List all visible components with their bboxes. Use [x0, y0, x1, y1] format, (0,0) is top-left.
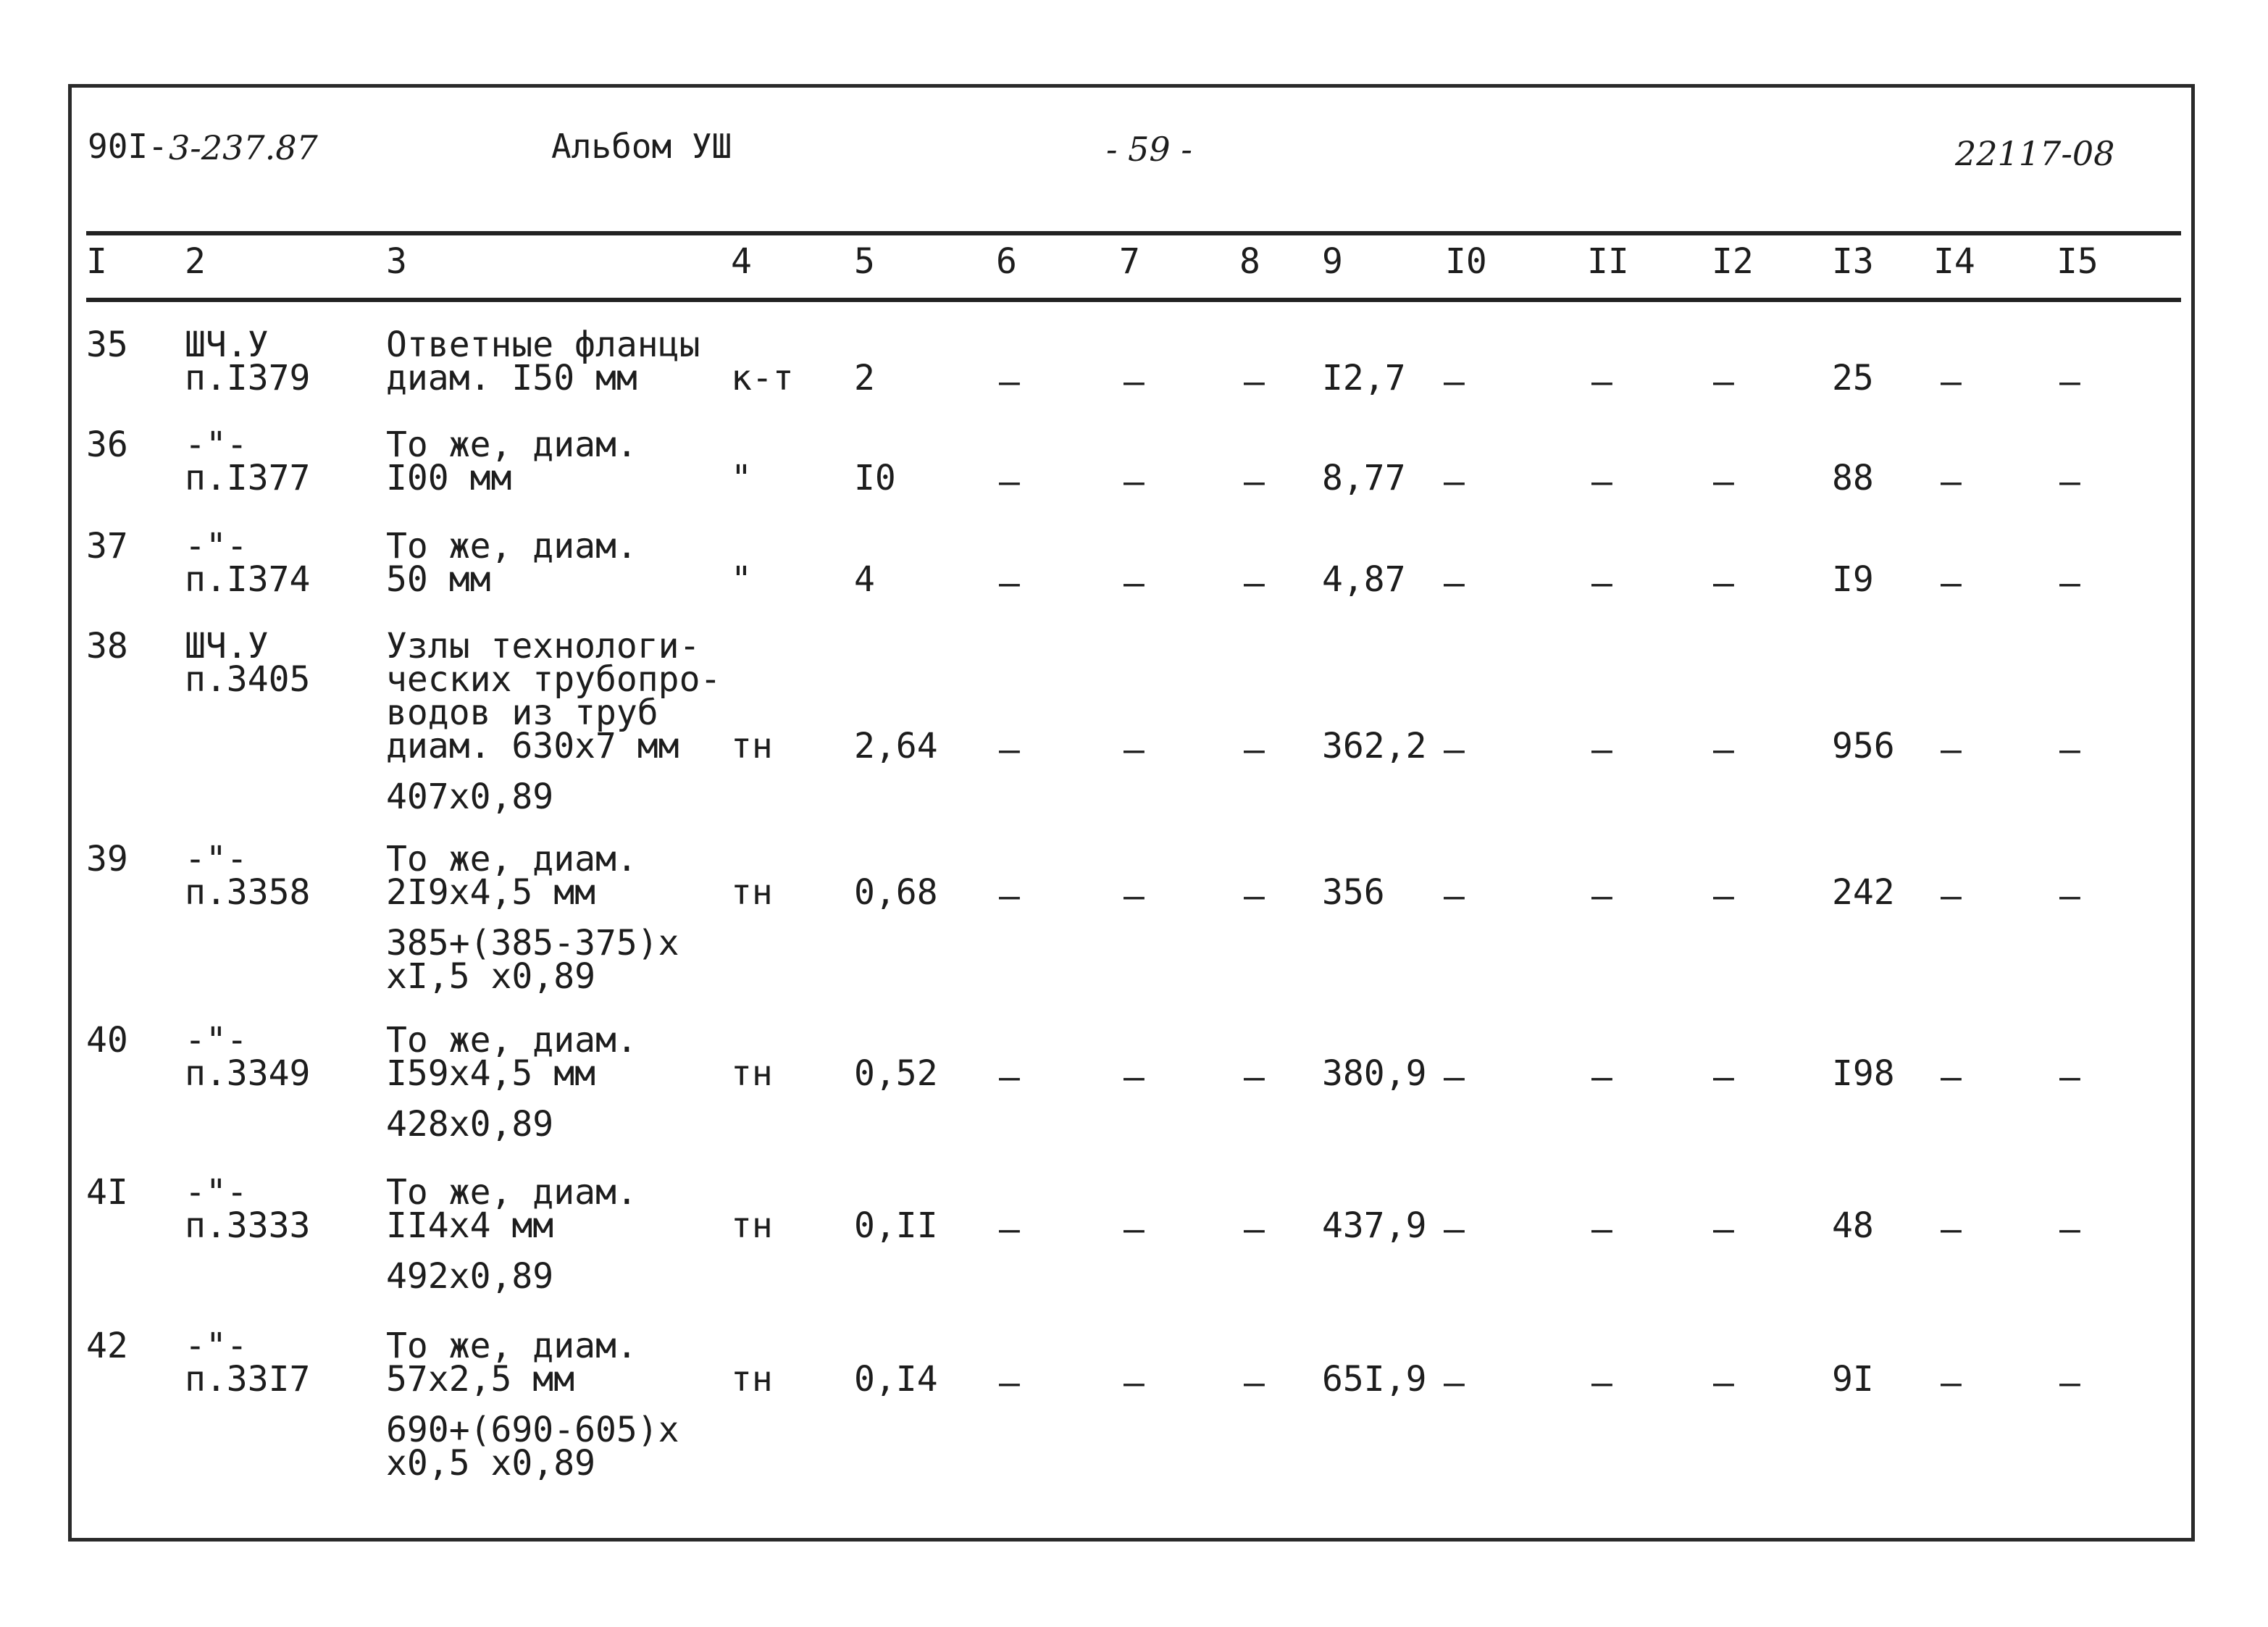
dash-c14: –	[1941, 1363, 1962, 1403]
column-number: 4	[731, 241, 752, 282]
value-col-13: I98	[1832, 1053, 1895, 1094]
unit: "	[731, 559, 752, 600]
column-number: I3	[1832, 241, 1874, 282]
dash-c15: –	[2059, 1057, 2080, 1097]
reference-line-1: -"-	[185, 424, 248, 465]
value-col-9: 356	[1322, 872, 1385, 913]
dash-c14: –	[1941, 563, 1962, 603]
reference-line-2: п.3333	[185, 1205, 311, 1246]
dash-c14: –	[1941, 361, 1962, 402]
quantity: 0,52	[854, 1053, 938, 1094]
reference-line-1: -"-	[185, 1172, 248, 1213]
row-number: 39	[86, 839, 128, 879]
description-line: Узлы технологи-	[386, 626, 700, 666]
dash-c12: –	[1713, 1363, 1734, 1403]
dash-c12: –	[1713, 1209, 1734, 1250]
unit: тн	[731, 1359, 773, 1400]
dash-c10: –	[1444, 1209, 1465, 1250]
dash-c7: –	[1123, 563, 1145, 603]
quantity: 0,I4	[854, 1359, 938, 1400]
column-number: 5	[854, 241, 875, 282]
dash-c6: –	[999, 876, 1020, 916]
value-col-13: 9I	[1832, 1359, 1874, 1400]
dash-c12: –	[1713, 361, 1734, 402]
unit: тн	[731, 1053, 773, 1094]
column-number: I2	[1712, 241, 1754, 282]
value-col-9: 380,9	[1322, 1053, 1427, 1094]
dash-c15: –	[2059, 361, 2080, 402]
dash-c11: –	[1591, 729, 1612, 770]
dash-c8: –	[1244, 1363, 1265, 1403]
row-number: 40	[86, 1020, 128, 1061]
dash-c15: –	[2059, 729, 2080, 770]
dash-c7: –	[1123, 1363, 1145, 1403]
dash-c11: –	[1591, 1363, 1612, 1403]
value-col-13: 88	[1832, 458, 1874, 498]
document-sheet	[68, 84, 2195, 1542]
unit: тн	[731, 872, 773, 913]
unit: к-т	[731, 358, 794, 398]
description-line: То же, диам.	[386, 1020, 637, 1061]
value-col-9: 4,87	[1322, 559, 1406, 600]
dash-c14: –	[1941, 729, 1962, 770]
unit: тн	[731, 726, 773, 766]
description-line: 57х2,5 мм	[386, 1359, 575, 1400]
value-col-13: 48	[1832, 1205, 1874, 1246]
description-line: диам. 630х7 мм	[386, 726, 679, 766]
dash-c10: –	[1444, 1363, 1465, 1403]
quantity: 2,64	[854, 726, 938, 766]
value-col-13: 956	[1832, 726, 1895, 766]
dash-c8: –	[1244, 361, 1265, 402]
reference-line-1: -"-	[185, 1326, 248, 1366]
dash-c8: –	[1244, 563, 1265, 603]
dash-c7: –	[1123, 1209, 1145, 1250]
dash-c12: –	[1713, 563, 1734, 603]
dash-c11: –	[1591, 1209, 1612, 1250]
dash-c11: –	[1591, 563, 1612, 603]
value-col-13: 242	[1832, 872, 1895, 913]
dash-c8: –	[1244, 729, 1265, 770]
value-col-9: 8,77	[1322, 458, 1406, 498]
calculation-line: х0,5 х0,89	[386, 1443, 595, 1484]
column-number: I	[86, 241, 107, 282]
description-line: 50 мм	[386, 559, 491, 600]
reference-line-2: п.I379	[185, 358, 311, 398]
value-col-9: 362,2	[1322, 726, 1427, 766]
dash-c15: –	[2059, 1209, 2080, 1250]
reference-line-1: -"-	[185, 839, 248, 879]
reference-line-2: п.I374	[185, 559, 311, 600]
quantity: 2	[854, 358, 875, 398]
reference-line-2: п.I377	[185, 458, 311, 498]
dash-c10: –	[1444, 729, 1465, 770]
dash-c6: –	[999, 1363, 1020, 1403]
row-number: 35	[86, 325, 128, 365]
dash-c15: –	[2059, 876, 2080, 916]
column-number: 9	[1322, 241, 1343, 282]
dash-c12: –	[1713, 876, 1734, 916]
quantity: 0,II	[854, 1205, 938, 1246]
quantity: 0,68	[854, 872, 938, 913]
column-number: 6	[996, 241, 1017, 282]
doc-code-handwritten: 3-237.87	[169, 128, 318, 167]
value-col-9: I2,7	[1322, 358, 1406, 398]
calculation-line: 407х0,89	[386, 777, 554, 817]
doc-number: 22117-08	[1955, 134, 2115, 173]
dash-c6: –	[999, 729, 1020, 770]
column-number: II	[1587, 241, 1629, 282]
quantity: I0	[854, 458, 896, 498]
dash-c10: –	[1444, 1057, 1465, 1097]
description-line: 2I9х4,5 мм	[386, 872, 595, 913]
description-line: То же, диам.	[386, 526, 637, 566]
dash-c14: –	[1941, 1209, 1962, 1250]
description-line: диам. I50 мм	[386, 358, 637, 398]
column-number: 2	[185, 241, 206, 282]
calculation-line: 492х0,89	[386, 1256, 554, 1297]
description-line: То же, диам.	[386, 1172, 637, 1213]
dash-c8: –	[1244, 1209, 1265, 1250]
row-number: 4I	[86, 1172, 128, 1213]
reference-line-2: п.3358	[185, 872, 311, 913]
dash-c15: –	[2059, 563, 2080, 603]
dash-c11: –	[1591, 876, 1612, 916]
description-line: I00 мм	[386, 458, 512, 498]
column-number: I4	[1933, 241, 1975, 282]
header-rule-top	[86, 231, 2181, 235]
dash-c12: –	[1713, 461, 1734, 502]
row-number: 42	[86, 1326, 128, 1366]
dash-c8: –	[1244, 876, 1265, 916]
row-number: 36	[86, 424, 128, 465]
description-line: водов из труб	[386, 693, 658, 733]
value-col-9: 437,9	[1322, 1205, 1427, 1246]
dash-c6: –	[999, 1209, 1020, 1250]
dash-c10: –	[1444, 361, 1465, 402]
reference-line-2: п.3405	[185, 659, 311, 700]
dash-c6: –	[999, 361, 1020, 402]
dash-c8: –	[1244, 461, 1265, 502]
column-number: 3	[386, 241, 407, 282]
dash-c6: –	[999, 1057, 1020, 1097]
value-col-13: I9	[1832, 559, 1874, 600]
dash-c8: –	[1244, 1057, 1265, 1097]
description-line: ческих трубопро-	[386, 659, 721, 700]
dash-c7: –	[1123, 461, 1145, 502]
page-number: - 59 -	[1106, 130, 1192, 169]
dash-c7: –	[1123, 1057, 1145, 1097]
column-number: 7	[1119, 241, 1140, 282]
description-line: Ответные фланцы	[386, 325, 700, 365]
description-line: I59х4,5 мм	[386, 1053, 595, 1094]
column-number: I5	[2056, 241, 2098, 282]
unit: "	[731, 458, 752, 498]
doc-code: 90I-	[88, 127, 168, 166]
dash-c10: –	[1444, 876, 1465, 916]
dash-c7: –	[1123, 876, 1145, 916]
value-col-9: 65I,9	[1322, 1359, 1427, 1400]
quantity: 4	[854, 559, 875, 600]
dash-c6: –	[999, 563, 1020, 603]
dash-c11: –	[1591, 361, 1612, 402]
dash-c7: –	[1123, 729, 1145, 770]
column-number: I0	[1445, 241, 1487, 282]
reference-line-1: -"-	[185, 526, 248, 566]
reference-line-1: ШЧ.У	[185, 626, 269, 666]
dash-c15: –	[2059, 461, 2080, 502]
description-line: То же, диам.	[386, 424, 637, 465]
calculation-line: 428х0,89	[386, 1104, 554, 1145]
unit: тн	[731, 1205, 773, 1246]
dash-c10: –	[1444, 461, 1465, 502]
row-number: 37	[86, 526, 128, 566]
reference-line-1: ШЧ.У	[185, 325, 269, 365]
reference-line-1: -"-	[185, 1020, 248, 1061]
dash-c14: –	[1941, 1057, 1962, 1097]
header-rule-bottom	[86, 298, 2181, 302]
dash-c15: –	[2059, 1363, 2080, 1403]
reference-line-2: п.33I7	[185, 1359, 311, 1400]
dash-c14: –	[1941, 876, 1962, 916]
dash-c11: –	[1591, 1057, 1612, 1097]
dash-c14: –	[1941, 461, 1962, 502]
description-line: То же, диам.	[386, 1326, 637, 1366]
calculation-line: 690+(690-605)х	[386, 1410, 679, 1450]
value-col-13: 25	[1832, 358, 1874, 398]
description-line: То же, диам.	[386, 839, 637, 879]
row-number: 38	[86, 626, 128, 666]
calculation-line: 385+(385-375)х	[386, 923, 679, 963]
dash-c12: –	[1713, 1057, 1734, 1097]
calculation-line: хI,5 х0,89	[386, 956, 595, 997]
reference-line-2: п.3349	[185, 1053, 311, 1094]
dash-c11: –	[1591, 461, 1612, 502]
dash-c7: –	[1123, 361, 1145, 402]
description-line: II4х4 мм	[386, 1205, 554, 1246]
dash-c6: –	[999, 461, 1020, 502]
dash-c12: –	[1713, 729, 1734, 770]
dash-c10: –	[1444, 563, 1465, 603]
column-number: 8	[1239, 241, 1260, 282]
album-label: Альбом УШ	[551, 127, 732, 166]
